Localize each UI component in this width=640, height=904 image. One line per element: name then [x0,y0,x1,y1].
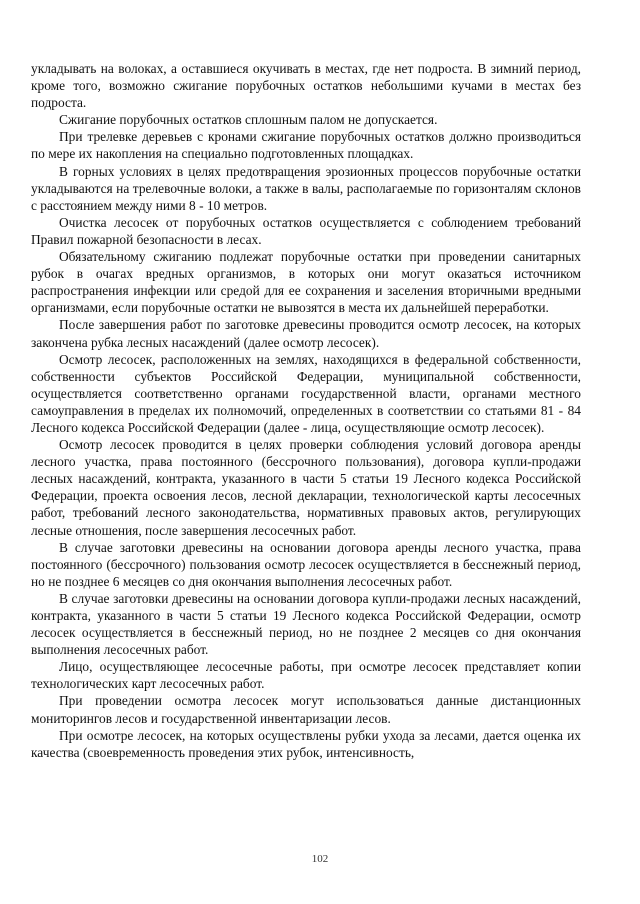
paragraph-site-inspection: После завершения работ по заготовке древесины проводится осмотр лесосек, на которых закончена рубка лесных насаждений (далее осмотр лесосек). [31,317,581,350]
paragraph-mountain-conditions: В горных условиях в целях предотвращения эрозионных процессов порубочные остатки укладываются на трелевочные волоки, а также в валы, располагаемые по горизонталям склонов с расстоянием между ними 8 - 10 метров. [31,163,581,213]
paragraph-sale-contract-timing: В случае заготовки древесины на основании договора купли-продажи лесных насаждений, контракта, указанного в части 5 статьи 19 Лесного кодекса Российской Федерации, осмотр лесосек осуществляется в бесснежный период, но не позднее 2 месяцев со дня окончания выполнения лесосечных работ. [31,590,581,658]
page-number: 102 [311,853,329,865]
paragraph-inspection-authorities: Осмотр лесосек, расположенных на землях, находящихся в федеральной собственности, собственности субъектов Российской Федерации, муниципальной собственности, осуществляется соответственно органами государственной власти, органами местного самоуправления в пределах их полномочий, определенных в соответствии со статьями 81 - 84 Лесного кодекса Российской Федерации (далее - лица, осуществляющие осмотр лесосек). [31,351,581,435]
paragraph-no-open-fire: Сжигание порубочных остатков сплошным палом не допускается. [59,112,438,128]
paragraph-thinning-quality: При осмотре лесосек, на которых осуществлены рубки ухода за лесами, дается оценка их качества (своевременность проведения этих рубок, интенсивность, [31,727,581,760]
document-page [31,60,581,761]
paragraph-inspection-purpose: Осмотр лесосек проводится в целях проверки соблюдения условий договора аренды лесного участка, права постоянного (бессрочного пользования), договора купли-продажи лесных насаждений, контракта, указанного в части 5 статьи 19 Лесного кодекса Российской Федерации, проекта освоения лесов, лесной декларации, технологической карты лесосечных работ, требований лесного законодательства, нормативных правовых актов, регулирующих лесные отношения, после завершения лесосечных работ. [31,437,581,538]
paragraph-remote-monitoring: При проведении осмотра лесосек могут использоваться данные дистанционных мониторингов лесов и государственной инвентаризации лесов. [31,693,581,726]
paragraph-continuation: укладывать на волоках, а оставшиеся окучивать в местах, где нет подроста. В зимний период, кроме того, возможно сжигание порубочных остатков небольшими кучами в местах без подроста. [31,61,581,111]
paragraph-fire-safety: Очистка лесосек от порубочных остатков осуществляется с соблюдением требований Правил пожарной безопасности в лесах. [31,214,581,247]
paragraph-technological-maps: Лицо, осуществляющее лесосечные работы, при осмотре лесосек представляет копии технологических карт лесосечных работ. [31,659,581,692]
paragraph-skidding-with-crowns: При трелевке деревьев с кронами сжигание порубочных остатков должно производиться по мере их накопления на специально подготовленных площадках. [31,129,581,162]
paragraph-mandatory-burning: Обязательному сжиганию подлежат порубочные остатки при проведении санитарных рубок в очагах вредных организмов, в которых они могут оказаться источником распространения инфекции или средой для ее сохранения и заселения вторичными вредными организмами, если порубочные остатки не вывозятся в места их дальнейшей переработки. [31,249,581,316]
paragraph-lease-timing: В случае заготовки древесины на основании договора аренды лесного участка, права постоянного (бессрочного) пользования осмотр лесосек осуществляется в бесснежный период, но не позднее 6 месяцев со дня окончания выполнения лесосечных работ. [31,539,581,589]
